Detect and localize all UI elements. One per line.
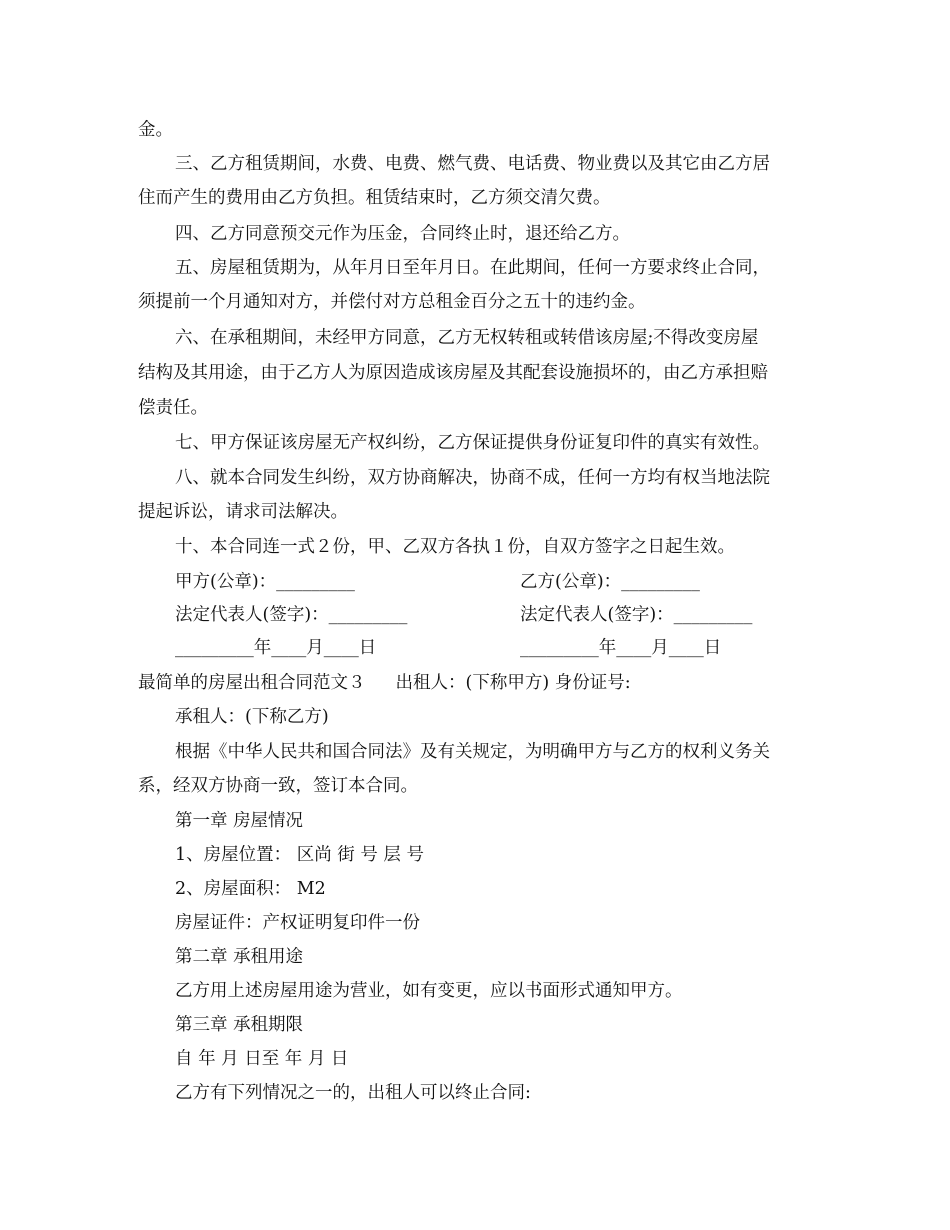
party-a-representative: 法定代表人(签字)：_________ (175, 605, 408, 625)
lessor-line: 出租人：(下称甲方) 身份证号: (395, 673, 631, 693)
paragraph-line: 八、就本合同发生纠纷，双方协商解决，协商不成，任何一方均有权当地法院 (175, 468, 770, 488)
paragraph-line: 提起诉讼，请求司法解决。 (138, 502, 348, 522)
paragraph-line: 结构及其用途，由于乙方人为原因造成该房屋及其配套设施损坏的，由乙方承担赔 (138, 363, 768, 383)
paragraph-line: 承租人：(下称乙方) (175, 707, 329, 727)
paragraph-line: 自 年 月 日至 年 月 日 (175, 1049, 349, 1069)
paragraph-line: 住而产生的费用由乙方负担。租赁结束时，乙方须交清欠费。 (138, 188, 611, 208)
paragraph-line: 乙方有下列情况之一的，出租人可以终止合同: (175, 1083, 531, 1103)
paragraph-line: 金。 (138, 120, 173, 140)
party-b-date: _________年____月____日 (520, 638, 722, 658)
chapter-heading: 第一章 房屋情况 (175, 811, 304, 831)
paragraph-line: 三、乙方租赁期间，水费、电费、燃气费、电话费、物业费以及其它由乙方居 (175, 154, 770, 174)
party-b-representative: 法定代表人(签字)：_________ (520, 605, 753, 625)
paragraph-line: 1、房屋位置： 区尚 街 号 层 号 (175, 845, 424, 865)
paragraph-line: 根据《中华人民共和国合同法》及有关规定，为明确甲方与乙方的权利义务关 (175, 742, 770, 762)
paragraph-line: 房屋证件：产权证明复印件一份 (175, 913, 420, 933)
paragraph-line: 六、在承租期间，未经甲方同意，乙方无权转租或转借该房屋;不得改变房屋 (175, 328, 759, 348)
chapter-heading: 第三章 承租期限 (175, 1015, 304, 1035)
section-heading-line (138, 671, 818, 695)
paragraph-line: 十、本合同连一式２份，甲、乙双方各执１份，自双方签字之日起生效。 (175, 537, 735, 557)
paragraph-line: 须提前一个月通知对方，并偿付对方总租金百分之五十的违约金。 (138, 292, 646, 312)
paragraph-line: 五、房屋租赁期为，从年月日至年月日。在此期间，任何一方要求终止合同， (175, 258, 770, 278)
section-heading: 最简单的房屋出租合同范文３ (138, 673, 366, 693)
party-a-seal: 甲方(公章)：_________ (175, 572, 355, 592)
paragraph-line: 乙方用上述房屋用途为营业，如有变更，应以书面形式通知甲方。 (175, 981, 683, 1001)
paragraph-line: 四、乙方同意预交元作为压金，合同终止时，退还给乙方。 (175, 224, 630, 244)
chapter-heading: 第二章 承租用途 (175, 947, 304, 967)
paragraph-line: 偿责任。 (138, 398, 208, 418)
paragraph-line: 七、甲方保证该房屋无产权纠纷，乙方保证提供身份证复印件的真实有效性。 (175, 433, 770, 453)
paragraph-line: 2、房屋面积： M2 (175, 879, 326, 899)
party-b-seal: 乙方(公章)：_________ (520, 572, 700, 592)
party-a-date: _________年____月____日 (175, 638, 377, 658)
paragraph-line: 系，经双方协商一致，签订本合同。 (138, 776, 418, 796)
